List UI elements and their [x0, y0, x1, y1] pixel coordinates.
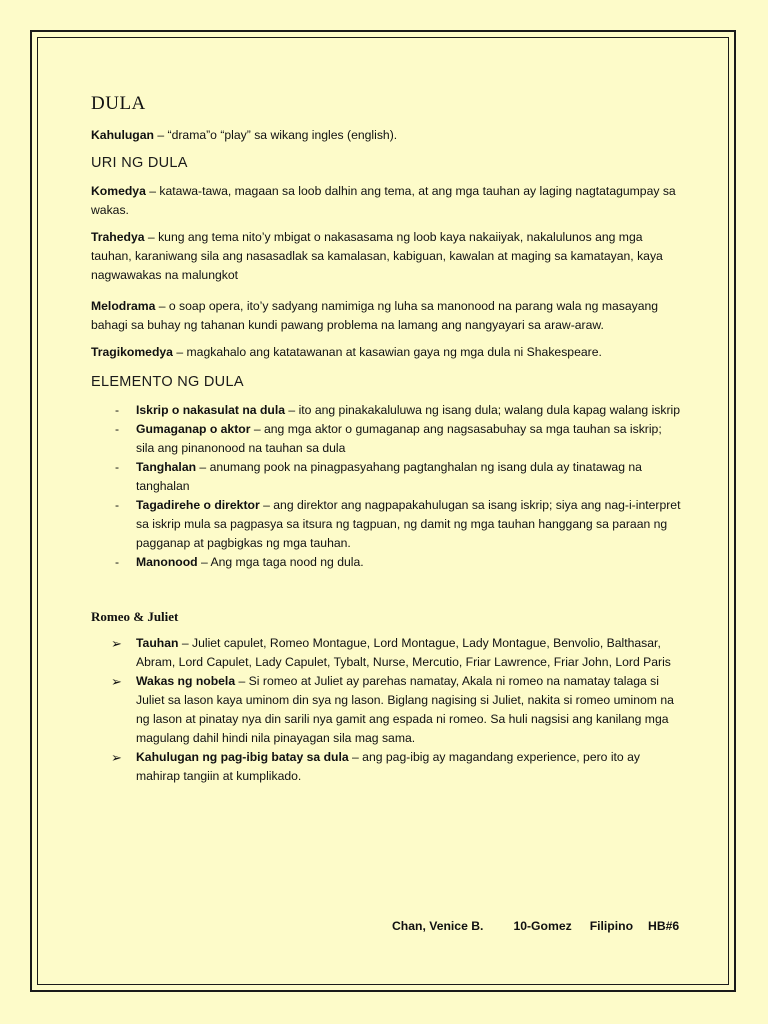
romeo-term: Wakas ng nobela	[136, 674, 236, 688]
uri-term: Tragikomedya	[91, 345, 173, 359]
dash-bullet: -	[115, 403, 120, 417]
definition-term: Kahulugan	[91, 128, 154, 142]
definition-text: – “drama”o “play” sa wikang ingles (english).	[153, 128, 398, 142]
elemento-term: Manonood	[136, 555, 198, 569]
uri-item	[91, 182, 681, 220]
romeo-heading: Romeo & Juliet	[91, 609, 179, 624]
footer-hb: HB#6	[648, 919, 680, 933]
uri-item	[91, 297, 681, 335]
elemento-term: Iskrip o nakasulat na dula	[136, 403, 286, 417]
elemento-term: Tanghalan	[136, 460, 197, 474]
list-item	[91, 553, 681, 572]
list-item	[91, 420, 681, 458]
elemento-text: – anumang pook na pinagpasyahang pagtanghalan ng isang dula ay tinatawag na tanghalan	[136, 460, 642, 493]
document-title: DULA	[91, 93, 146, 114]
list-item	[91, 401, 681, 420]
definition-paragraph	[91, 126, 681, 145]
arrow-bullet-icon: ➢	[111, 636, 122, 651]
uri-text: – kung ang tema nito’y mbigat o nakasasama ng loob kaya nakaiiyak, nakalulunos ang mga tauhan, karaniwang sila ang nasasadlak sa kamalasan, kabiguan, kawalan at maging sa kamatayan, kaya nagwawakas na malungkot	[91, 230, 663, 282]
footer-name: Chan, Venice B.	[392, 919, 484, 933]
romeo-text: – Si romeo at Juliet ay parehas namatay, Akala ni romeo na namatay talaga si Juliet sa lason kaya uminom din sya ng lason. Biglang nagising si Juliet, nakita si romeo uminom na ng lason at pinatay nya din sarili nya gamit ang espada ni romeo. Sa huli nagsisi ang kanilang mga magulang dahil hindi nila pinayagan sila mag sama.	[136, 674, 674, 745]
romeo-term: Kahulugan ng pag-ibig batay sa dula	[136, 750, 349, 764]
elemento-term: Gumaganap o aktor	[136, 422, 251, 436]
document-body	[91, 92, 681, 786]
list-item	[91, 748, 681, 786]
list-item	[91, 672, 681, 748]
uri-list	[91, 182, 681, 362]
uri-item	[91, 343, 681, 362]
romeo-term: Tauhan	[136, 636, 179, 650]
dash-bullet: -	[115, 460, 120, 474]
elemento-text: – ang mga aktor o gumaganap ang nagsasabuhay sa mga tauhan sa iskrip; sila ang pinanonood na tauhan sa dula	[136, 422, 662, 455]
dash-bullet: -	[115, 555, 120, 569]
romeo-text: – ang pag-ibig ay magandang experience, pero ito ay mahirap tangiin at kumplikado.	[136, 750, 640, 783]
elemento-text: – ito ang pinakakaluluwa ng isang dula; walang dula kapag walang iskrip	[285, 403, 681, 417]
list-item	[91, 496, 681, 553]
dash-bullet: -	[115, 498, 120, 512]
uri-term: Komedya	[91, 184, 146, 198]
romeo-list	[91, 634, 681, 786]
uri-term: Trahedya	[91, 230, 145, 244]
uri-text: – o soap opera, ito’y sadyang namimiga ng luha sa manonood na parang wala ng masayang bahagi sa buhay ng tahanan kundi pawang problema na lamang ang nangyayari sa araw-araw.	[91, 299, 659, 332]
uri-text: – katawa-tawa, magaan sa loob dalhin ang tema, at ang mga tauhan ay laging nagtatagumpay sa wakas.	[91, 184, 676, 217]
uri-text: – magkahalo ang katatawanan at kasawian gaya ng mga dula ni Shakespeare.	[172, 345, 602, 359]
romeo-text: – Juliet capulet, Romeo Montague, Lord Montague, Lady Montague, Benvolio, Balthasar, Abram, Lord Capulet, Lady Capulet, Tybalt, Nurse, Mercutio, Friar Lawrence, Friar John, Lord Paris	[136, 636, 671, 669]
list-item	[91, 634, 681, 672]
elemento-text: – ang direktor ang nagpapakahulugan sa isang iskrip; siya ang nag-i-interpret sa iskrip mula sa pagpasya sa itsura ng tagpuan, ng damit ng mga tauhan hanggang sa paraan ng pagganap at pagbigkas ng mga tauhan.	[136, 498, 681, 550]
arrow-bullet-icon: ➢	[111, 750, 122, 765]
footer-signature	[392, 919, 679, 933]
uri-item	[91, 228, 681, 285]
elemento-text: – Ang mga taga nood ng dula.	[197, 555, 364, 569]
elemento-heading: ELEMENTO NG DULA	[91, 374, 244, 390]
list-item	[91, 458, 681, 496]
elemento-term: Tagadirehe o direktor	[136, 498, 260, 512]
footer-section: 10-Gomez	[513, 919, 572, 933]
arrow-bullet-icon: ➢	[111, 674, 122, 689]
dash-bullet: -	[115, 422, 120, 436]
footer-subject: Filipino	[589, 919, 634, 933]
uri-term: Melodrama	[91, 299, 156, 313]
elemento-list	[91, 401, 681, 572]
uri-heading: URI NG DULA	[91, 155, 188, 171]
